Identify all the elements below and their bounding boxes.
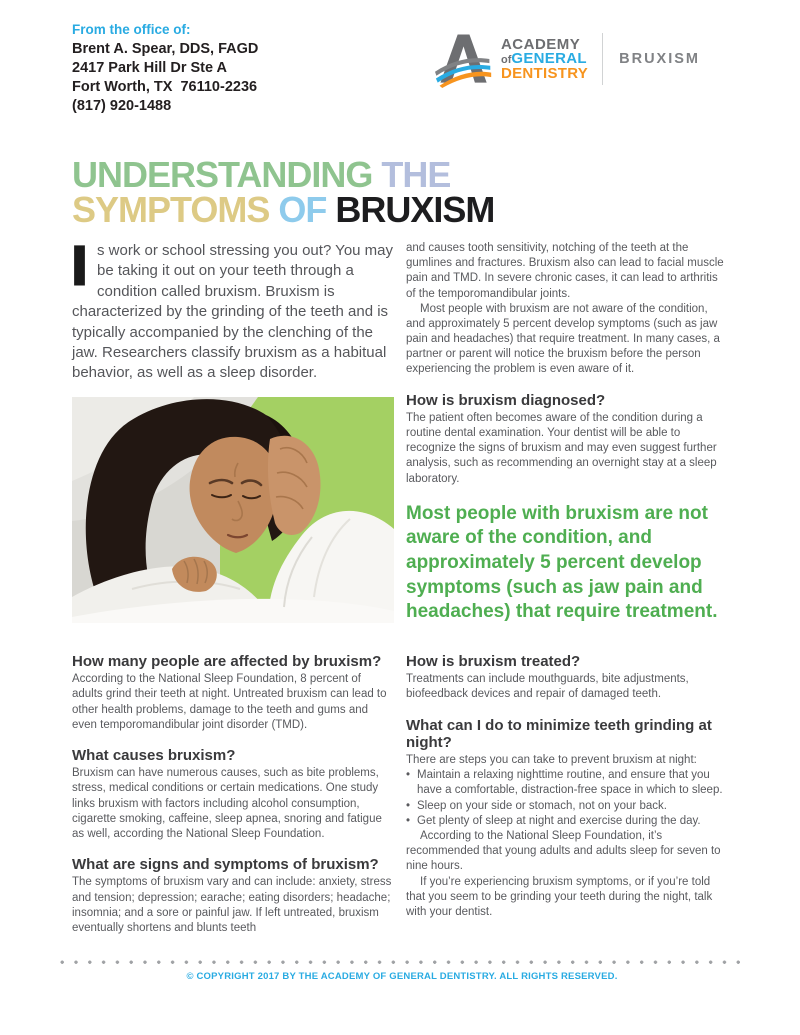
bullet-text: Sleep on your side or stomach, not on your back. bbox=[417, 799, 667, 812]
title-understanding: UNDERSTANDING bbox=[72, 153, 382, 195]
copyright-text: © COPYRIGHT 2017 BY THE ACADEMY OF GENERAL DENTISTRY. ALL RIGHTS RESERVED. bbox=[186, 971, 618, 982]
row-bottom bbox=[72, 653, 728, 936]
treated-body: Treatments can include mouthguards, bite adjustments, biofeedback devices and repair of damaged teeth. bbox=[406, 673, 689, 701]
header bbox=[72, 22, 728, 117]
topic-label: BRUXISM bbox=[619, 51, 700, 67]
signs-continued-paragraph: and causes tooth sensitivity, notching of the teeth at the gumlines and fractures. Bruxism also can lead to facial muscle pain and TMD. In severe chronic cases, it can lead to arthritis of the temporomandibular joints. bbox=[406, 242, 724, 300]
intro-text: s work or school stressing you out? You may be taking it out on your teeth through a condition called bruxism. Bruxism is characterized by the grinding of the teeth and is typically accompanied by the clenching of the jaw. Researchers classify bruxism as a habitual behavior, as well as a sleep disorder. bbox=[72, 242, 394, 382]
bullet-item bbox=[406, 814, 728, 829]
heading-causes: What causes bruxism? bbox=[72, 746, 236, 764]
title-symptoms: SYMPTOMS bbox=[72, 188, 279, 230]
most-people-paragraph: Most people with bruxism are not aware of the condition, and approximately 5 percent develop symptoms (such as jaw pain and headaches) that require treatment. In many cases, a partner or parent will notice the bruxism before the person experiencing the problem is even aware of it. bbox=[406, 302, 720, 376]
heading-diagnosed: How is bruxism diagnosed? bbox=[406, 391, 606, 409]
dropcap: I bbox=[72, 236, 88, 297]
dotted-divider bbox=[60, 960, 744, 965]
heading-signs: What are signs and symptoms of bruxism? bbox=[72, 856, 379, 874]
office-street: 2417 Park Hill Dr Ste A bbox=[72, 60, 228, 77]
heading-treated: How is bruxism treated? bbox=[406, 653, 581, 671]
right-column-top bbox=[406, 241, 728, 653]
agd-logo bbox=[435, 30, 700, 88]
bullet-text: Get plenty of sleep at night and exercise during the day. bbox=[417, 814, 701, 827]
office-name: Brent A. Spear, DDS, FAGD bbox=[72, 41, 259, 57]
bullet-marker: • bbox=[406, 799, 411, 812]
diagnosed-body: The patient often becomes aware of the condition during a routine dental examination. Your dentist will be able to recognize the signs of bruxism and may even suggest further analysis, such as recommending an overnight stay at a sleep laboratory. bbox=[406, 411, 717, 485]
affected-body: According to the National Sleep Foundation, 8 percent of adults grind their teeth at night. Untreated bruxism can lead to other health problems, damage to the teeth and gums and even temporomandibular joint disorder (TMD). bbox=[72, 673, 387, 731]
bullet-text: Maintain a relaxing nighttime routine, and ensure that you have a comfortable, distraction-free space in which to sleep. bbox=[417, 769, 723, 797]
wordmark-academy: ACADEMY bbox=[500, 35, 581, 53]
title-the: THE bbox=[381, 153, 451, 195]
logo-divider bbox=[602, 33, 603, 85]
photo-woman-headache bbox=[72, 397, 394, 623]
wordmark-dentistry: DENTISTRY bbox=[500, 64, 589, 82]
intro-paragraph bbox=[72, 236, 394, 384]
heading-affected: How many people are affected by bruxism? bbox=[72, 653, 382, 671]
left-column-top bbox=[72, 236, 394, 653]
footer bbox=[60, 960, 744, 982]
right-column-bottom bbox=[406, 653, 728, 936]
minimize-bullet-list bbox=[406, 768, 728, 829]
heading-minimize: What can I do to minimize teeth grinding at night? bbox=[406, 716, 712, 751]
page-title bbox=[72, 153, 728, 230]
minimize-sleep-paragraph: According to the National Sleep Foundation, it’s recommended that young adults and adults sleep for seven to nine hours. bbox=[406, 829, 721, 873]
agd-logo-a-icon bbox=[435, 30, 493, 88]
agd-wordmark bbox=[500, 35, 589, 82]
bullet-marker: • bbox=[406, 814, 411, 827]
causes-body: Bruxism can have numerous causes, such as bite problems, stress, medical conditions or certain medications. One study links bruxism with factors including alcohol consumption, cigarette smoking, caffeine, sleep apnea, snoring and fatigue as well, according the National Sleep Foundation. bbox=[72, 767, 382, 840]
pull-quote: Most people with bruxism are not aware of the condition, and approximately 5 percent develop symptoms (such as jaw pain and headaches) that require treatment. bbox=[406, 502, 718, 623]
wordmark-of: of bbox=[500, 53, 512, 66]
bullet-item bbox=[406, 799, 728, 814]
title-of: OF bbox=[278, 188, 336, 230]
office-address-block bbox=[72, 22, 258, 117]
wordmark-general: GENERAL bbox=[511, 49, 587, 67]
office-label: From the office of: bbox=[72, 22, 191, 37]
title-bruxism: BRUXISM bbox=[335, 188, 495, 230]
office-city: Fort Worth, TX 76110-2236 bbox=[72, 79, 258, 96]
signs-body: The symptoms of bruxism vary and can include: anxiety, stress and tension; depression; earache; eating disorders; headache; insomnia; and a sore or painful jaw. If left untreated, bruxism eventually shortens and blunts teeth bbox=[72, 876, 392, 934]
minimize-dentist-paragraph: If you’re experiencing bruxism symptoms, or if you’re told that you seem to be grinding your teeth during the night, talk with your dentist. bbox=[406, 875, 713, 918]
row-top bbox=[72, 236, 728, 653]
content-columns bbox=[72, 236, 728, 936]
bullet-marker: • bbox=[406, 769, 411, 782]
left-column-bottom bbox=[72, 653, 394, 936]
bullet-item bbox=[406, 768, 728, 798]
office-phone: (817) 920-1488 bbox=[72, 98, 172, 115]
minimize-intro: There are steps you can take to prevent bruxism at night: bbox=[406, 754, 697, 767]
